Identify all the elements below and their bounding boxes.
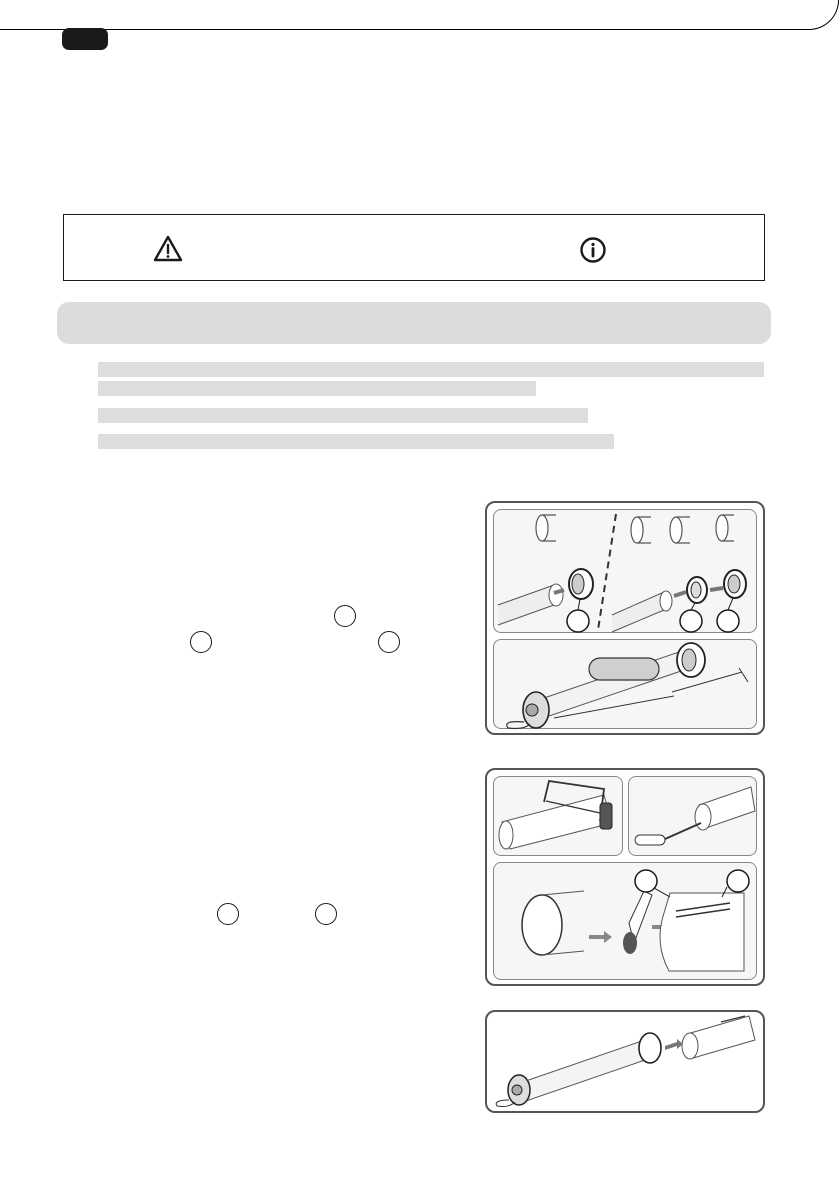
figure-adapter-panel — [485, 501, 765, 735]
notch-illustration — [494, 863, 758, 981]
figure-insert-panel — [485, 1010, 765, 1113]
callout-circle — [378, 631, 400, 653]
legend-box — [63, 214, 765, 281]
figure-adapter-bottom — [493, 639, 757, 729]
note-bar — [98, 434, 614, 449]
callout-circle — [190, 631, 212, 653]
motor-length-illustration — [494, 640, 758, 730]
warning-triangle-icon — [153, 235, 183, 263]
figure-adapter-top — [493, 509, 757, 633]
length-pill — [589, 658, 659, 680]
page-edge — [0, 0, 839, 30]
figure-saw — [493, 776, 623, 856]
language-badge — [62, 28, 108, 50]
figure-notch — [493, 862, 757, 980]
saw-illustration — [494, 777, 624, 857]
callout-circle — [217, 903, 239, 925]
note-bar — [98, 362, 764, 377]
info-circle-icon — [579, 236, 607, 264]
adapter-illustration — [494, 510, 758, 634]
section-title-bar — [57, 302, 771, 344]
deburr-illustration — [629, 777, 758, 857]
callout-circle — [315, 903, 337, 925]
callout-circle — [334, 605, 356, 627]
figure-deburr — [628, 776, 757, 856]
note-bar — [98, 381, 536, 396]
insert-illustration — [487, 1012, 763, 1111]
figure-cutting-panel — [485, 768, 765, 986]
note-bar — [98, 408, 588, 423]
